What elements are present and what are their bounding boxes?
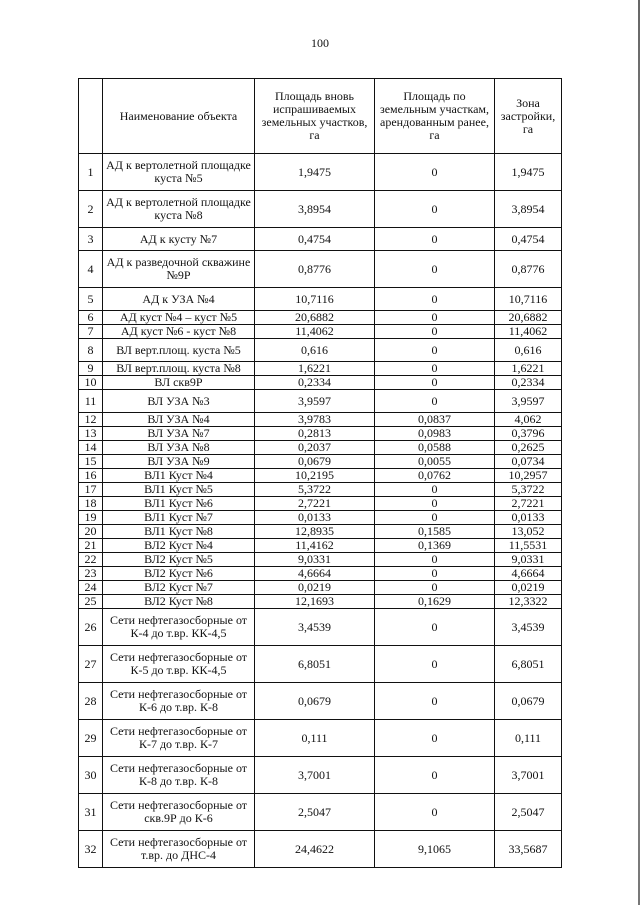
object-name-cell: Сети нефтегазосборные от т.вр. до ДНС-4 [103, 831, 255, 868]
row-number: 9 [79, 362, 103, 376]
leased-area-cell: 0,0588 [375, 441, 495, 455]
object-name-cell: ВЛ1 Куст №8 [103, 525, 255, 539]
object-name-cell: ВЛ УЗА №8 [103, 441, 255, 455]
object-name-cell: ВЛ верт.площ. куста №8 [103, 362, 255, 376]
object-name-cell: ВЛ УЗА №9 [103, 455, 255, 469]
table-row [79, 497, 562, 511]
table-row [79, 595, 562, 609]
building-zone-cell: 0,2625 [495, 441, 562, 455]
new-area-cell: 4,6664 [255, 567, 375, 581]
new-area-cell: 24,4622 [255, 831, 375, 868]
new-area-cell: 0,4754 [255, 228, 375, 251]
new-area-cell: 20,6882 [255, 311, 375, 325]
building-zone-cell: 0,4754 [495, 228, 562, 251]
object-name-cell: ВЛ УЗА №4 [103, 413, 255, 427]
new-area-cell: 3,4539 [255, 609, 375, 646]
object-name-cell: ВЛ2 Куст №6 [103, 567, 255, 581]
row-number: 4 [79, 251, 103, 288]
table-row [79, 311, 562, 325]
table-row [79, 525, 562, 539]
building-zone-cell: 4,062 [495, 413, 562, 427]
leased-area-cell: 0 [375, 497, 495, 511]
new-area-cell: 0,2037 [255, 441, 375, 455]
new-area-cell: 0,0219 [255, 581, 375, 595]
leased-area-cell: 0 [375, 362, 495, 376]
table-row [79, 609, 562, 646]
table-row [79, 831, 562, 868]
object-name-cell: Сети нефтегазосборные от К-4 до т.вр. КК-4,5 [103, 609, 255, 646]
table-row [79, 553, 562, 567]
table-row [79, 567, 562, 581]
table-row [79, 646, 562, 683]
building-zone-cell: 10,7116 [495, 288, 562, 311]
building-zone-cell: 13,052 [495, 525, 562, 539]
row-number: 11 [79, 390, 103, 413]
leased-area-cell: 0 [375, 609, 495, 646]
new-area-cell: 0,0679 [255, 455, 375, 469]
row-number: 12 [79, 413, 103, 427]
new-area-cell: 12,8935 [255, 525, 375, 539]
table-row [79, 251, 562, 288]
new-area-cell: 9,0331 [255, 553, 375, 567]
leased-area-cell: 0,1585 [375, 525, 495, 539]
new-area-cell: 2,5047 [255, 794, 375, 831]
leased-area-cell: 0 [375, 251, 495, 288]
table-row [79, 455, 562, 469]
leased-area-cell: 0 [375, 567, 495, 581]
leased-area-cell: 0 [375, 288, 495, 311]
row-number: 13 [79, 427, 103, 441]
building-zone-cell: 3,4539 [495, 609, 562, 646]
table-row [79, 228, 562, 251]
table-row [79, 191, 562, 228]
row-number: 25 [79, 595, 103, 609]
building-zone-cell: 0,111 [495, 720, 562, 757]
object-name-cell: АД к вертолетной площадке куста №8 [103, 191, 255, 228]
new-area-cell: 12,1693 [255, 595, 375, 609]
building-zone-cell: 3,7001 [495, 757, 562, 794]
building-zone-cell: 33,5687 [495, 831, 562, 868]
row-number: 32 [79, 831, 103, 868]
object-name-cell: Сети нефтегазосборные от К-8 до т.вр. К-8 [103, 757, 255, 794]
row-number: 6 [79, 311, 103, 325]
page-number: 100 [311, 36, 329, 50]
leased-area-cell: 0 [375, 683, 495, 720]
object-name-cell: АД к УЗА №4 [103, 288, 255, 311]
leased-area-cell: 9,1065 [375, 831, 495, 868]
new-area-cell: 0,0679 [255, 683, 375, 720]
table-row [79, 511, 562, 525]
leased-area-cell: 0 [375, 228, 495, 251]
leased-area-cell: 0 [375, 154, 495, 191]
leased-area-cell: 0 [375, 553, 495, 567]
table-row [79, 720, 562, 757]
table-row [79, 427, 562, 441]
leased-area-cell: 0 [375, 794, 495, 831]
new-area-cell: 0,0133 [255, 511, 375, 525]
table-row [79, 483, 562, 497]
leased-area-cell: 0,0055 [375, 455, 495, 469]
table-row [79, 288, 562, 311]
leased-area-cell: 0 [375, 757, 495, 794]
new-area-cell: 10,7116 [255, 288, 375, 311]
new-area-cell: 6,8051 [255, 646, 375, 683]
leased-area-cell: 0 [375, 311, 495, 325]
row-number: 1 [79, 154, 103, 191]
object-name-cell: ВЛ УЗА №7 [103, 427, 255, 441]
building-zone-cell: 9,0331 [495, 553, 562, 567]
row-number: 30 [79, 757, 103, 794]
building-zone-cell: 3,8954 [495, 191, 562, 228]
building-zone-cell: 0,0734 [495, 455, 562, 469]
object-name-cell: ВЛ скв9Р [103, 376, 255, 390]
leased-area-cell: 0 [375, 191, 495, 228]
table-row [79, 581, 562, 595]
row-number: 15 [79, 455, 103, 469]
table-row [79, 757, 562, 794]
building-zone-cell: 20,6882 [495, 311, 562, 325]
row-number: 23 [79, 567, 103, 581]
building-zone-cell: 0,0133 [495, 511, 562, 525]
table-row [79, 376, 562, 390]
object-name-cell: Сети нефтегазосборные от К-5 до т.вр. КК-4,5 [103, 646, 255, 683]
object-name-cell: ВЛ1 Куст №7 [103, 511, 255, 525]
building-zone-cell: 6,8051 [495, 646, 562, 683]
new-area-cell: 5,3722 [255, 483, 375, 497]
leased-area-cell: 0 [375, 581, 495, 595]
leased-area-cell: 0 [375, 720, 495, 757]
leased-area-cell: 0 [375, 483, 495, 497]
building-zone-cell: 10,2957 [495, 469, 562, 483]
building-zone-cell: 4,6664 [495, 567, 562, 581]
row-number: 21 [79, 539, 103, 553]
object-name-cell: ВЛ верт.площ. куста №5 [103, 339, 255, 362]
object-name-cell: АД к разведочной скважине №9Р [103, 251, 255, 288]
leased-area-cell: 0,0983 [375, 427, 495, 441]
object-name-cell: ВЛ2 Куст №8 [103, 595, 255, 609]
table-row [79, 390, 562, 413]
object-name-cell: Сети нефтегазосборные от К-6 до т.вр. К-8 [103, 683, 255, 720]
leased-area-cell: 0 [375, 390, 495, 413]
building-zone-cell: 3,9597 [495, 390, 562, 413]
new-area-cell: 11,4162 [255, 539, 375, 553]
building-zone-cell: 0,0219 [495, 581, 562, 595]
object-name-cell: ВЛ1 Куст №4 [103, 469, 255, 483]
object-name-cell: Сети нефтегазосборные от К-7 до т.вр. К-7 [103, 720, 255, 757]
table-row [79, 539, 562, 553]
row-number: 5 [79, 288, 103, 311]
table-header-row [79, 79, 562, 154]
table-row [79, 683, 562, 720]
row-number: 2 [79, 191, 103, 228]
building-zone-cell: 0,3796 [495, 427, 562, 441]
row-number: 16 [79, 469, 103, 483]
leased-area-cell: 0,0762 [375, 469, 495, 483]
object-name-cell: АД к вертолетной площадке куста №5 [103, 154, 255, 191]
row-number: 14 [79, 441, 103, 455]
table-row [79, 469, 562, 483]
row-number: 3 [79, 228, 103, 251]
new-area-cell: 0,2334 [255, 376, 375, 390]
leased-area-cell: 0 [375, 376, 495, 390]
header-leased-area: Площадь по земельным участкам, арендованным ранее, га [375, 79, 495, 154]
row-number: 7 [79, 325, 103, 339]
building-zone-cell: 12,3322 [495, 595, 562, 609]
row-number: 17 [79, 483, 103, 497]
building-zone-cell: 11,5531 [495, 539, 562, 553]
new-area-cell: 10,2195 [255, 469, 375, 483]
building-zone-cell: 1,9475 [495, 154, 562, 191]
leased-area-cell: 0,0837 [375, 413, 495, 427]
new-area-cell: 1,9475 [255, 154, 375, 191]
leased-area-cell: 0 [375, 511, 495, 525]
new-area-cell: 3,7001 [255, 757, 375, 794]
land-plots-table [78, 78, 562, 868]
new-area-cell: 0,111 [255, 720, 375, 757]
row-number: 28 [79, 683, 103, 720]
object-name-cell: АД куст №6 - куст №8 [103, 325, 255, 339]
new-area-cell: 2,7221 [255, 497, 375, 511]
object-name-cell: Сети нефтегазосборные от скв.9Р до К-6 [103, 794, 255, 831]
object-name-cell: ВЛ2 Куст №5 [103, 553, 255, 567]
building-zone-cell: 1,6221 [495, 362, 562, 376]
leased-area-cell: 0 [375, 646, 495, 683]
row-number: 22 [79, 553, 103, 567]
header-number [79, 79, 103, 154]
building-zone-cell: 0,8776 [495, 251, 562, 288]
object-name-cell: ВЛ2 Куст №4 [103, 539, 255, 553]
new-area-cell: 11,4062 [255, 325, 375, 339]
row-number: 29 [79, 720, 103, 757]
header-object-name: Наименование объекта [103, 79, 255, 154]
table-row [79, 362, 562, 376]
object-name-cell: ВЛ2 Куст №7 [103, 581, 255, 595]
table-row [79, 413, 562, 427]
table-row [79, 339, 562, 362]
header-new-area: Площадь вновь испрашиваемых земельных участков, га [255, 79, 375, 154]
object-name-cell: ВЛ1 Куст №5 [103, 483, 255, 497]
building-zone-cell: 11,4062 [495, 325, 562, 339]
object-name-cell: ВЛ1 Куст №6 [103, 497, 255, 511]
object-name-cell: АД к кусту №7 [103, 228, 255, 251]
row-number: 8 [79, 339, 103, 362]
row-number: 10 [79, 376, 103, 390]
row-number: 19 [79, 511, 103, 525]
row-number: 24 [79, 581, 103, 595]
header-building-zone: Зона застройки, га [495, 79, 562, 154]
new-area-cell: 3,8954 [255, 191, 375, 228]
leased-area-cell: 0,1629 [375, 595, 495, 609]
leased-area-cell: 0 [375, 339, 495, 362]
row-number: 20 [79, 525, 103, 539]
row-number: 27 [79, 646, 103, 683]
table-row [79, 794, 562, 831]
table-row [79, 325, 562, 339]
leased-area-cell: 0,1369 [375, 539, 495, 553]
building-zone-cell: 0,0679 [495, 683, 562, 720]
new-area-cell: 0,2813 [255, 427, 375, 441]
row-number: 26 [79, 609, 103, 646]
building-zone-cell: 5,3722 [495, 483, 562, 497]
row-number: 31 [79, 794, 103, 831]
new-area-cell: 3,9597 [255, 390, 375, 413]
building-zone-cell: 2,5047 [495, 794, 562, 831]
new-area-cell: 0,8776 [255, 251, 375, 288]
building-zone-cell: 0,616 [495, 339, 562, 362]
object-name-cell: ВЛ УЗА №3 [103, 390, 255, 413]
building-zone-cell: 2,7221 [495, 497, 562, 511]
leased-area-cell: 0 [375, 325, 495, 339]
new-area-cell: 0,616 [255, 339, 375, 362]
table-body [79, 154, 562, 868]
table-row [79, 441, 562, 455]
new-area-cell: 3,9783 [255, 413, 375, 427]
row-number: 18 [79, 497, 103, 511]
building-zone-cell: 0,2334 [495, 376, 562, 390]
table-row [79, 154, 562, 191]
new-area-cell: 1,6221 [255, 362, 375, 376]
object-name-cell: АД куст №4 – куст №5 [103, 311, 255, 325]
